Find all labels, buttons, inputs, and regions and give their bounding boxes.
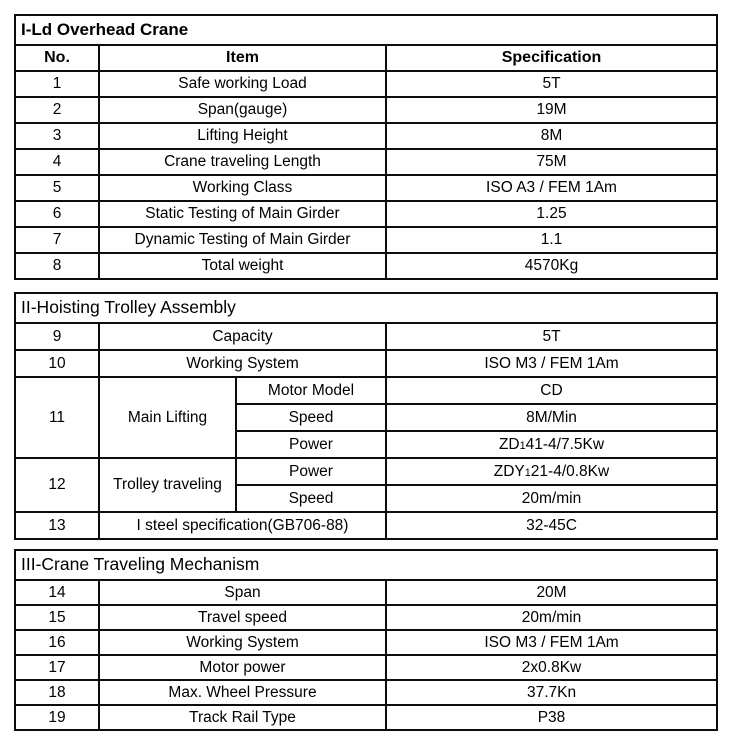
row-spec: 4570Kg xyxy=(386,253,717,279)
table-row xyxy=(15,350,717,377)
section-title-row xyxy=(15,550,717,580)
row-item: Span(gauge) xyxy=(99,97,386,123)
row-spec: CD xyxy=(386,377,717,404)
row-spec: 5T xyxy=(386,323,717,350)
row-spec: 1.25 xyxy=(386,201,717,227)
table-row xyxy=(15,123,717,149)
row-spec: 20M xyxy=(386,580,717,605)
row-no: 11 xyxy=(15,377,99,458)
row-no: 17 xyxy=(15,655,99,680)
row-item: Safe working Load xyxy=(99,71,386,97)
row-no: 12 xyxy=(15,458,99,512)
section-title: II-Hoisting Trolley Assembly xyxy=(15,293,717,323)
row-spec: 1.1 xyxy=(386,227,717,253)
row-no: 10 xyxy=(15,350,99,377)
table-row xyxy=(15,377,717,404)
section-title-row xyxy=(15,15,717,45)
row-item: Track Rail Type xyxy=(99,705,386,730)
row-item: Motor power xyxy=(99,655,386,680)
col-header-item: Item xyxy=(99,45,386,71)
table-row xyxy=(15,630,717,655)
row-no: 18 xyxy=(15,680,99,705)
row-no: 1 xyxy=(15,71,99,97)
row-subitem: Power xyxy=(236,458,386,485)
row-item: Working System xyxy=(99,630,386,655)
spec-subscript-digit: 1 xyxy=(524,466,531,479)
row-no: 14 xyxy=(15,580,99,605)
table-row xyxy=(15,512,717,539)
row-subitem: Speed xyxy=(236,404,386,431)
row-spec: 8M xyxy=(386,123,717,149)
row-no: 5 xyxy=(15,175,99,201)
row-subitem: Power xyxy=(236,431,386,458)
row-spec xyxy=(386,458,717,485)
table-row xyxy=(15,605,717,630)
row-spec xyxy=(386,431,717,458)
row-spec: 2x0.8Kw xyxy=(386,655,717,680)
row-subitem: Motor Model xyxy=(236,377,386,404)
table-row xyxy=(15,201,717,227)
section-title: III-Crane Traveling Mechanism xyxy=(15,550,717,580)
row-no: 15 xyxy=(15,605,99,630)
row-item: Lifting Height xyxy=(99,123,386,149)
column-header-row xyxy=(15,45,717,71)
row-item: Max. Wheel Pressure xyxy=(99,680,386,705)
row-item: Working Class xyxy=(99,175,386,201)
row-no: 16 xyxy=(15,630,99,655)
row-spec: ISO M3 / FEM 1Am xyxy=(386,630,717,655)
spec-text: ZDY xyxy=(493,462,525,480)
col-header-spec: Specification xyxy=(386,45,717,71)
table-row xyxy=(15,655,717,680)
row-spec: 19M xyxy=(386,97,717,123)
row-spec: 20m/min xyxy=(386,605,717,630)
table-row xyxy=(15,149,717,175)
row-spec: 37.7Kn xyxy=(386,680,717,705)
row-no: 4 xyxy=(15,149,99,175)
table-row xyxy=(15,227,717,253)
row-item: Total weight xyxy=(99,253,386,279)
row-no: 19 xyxy=(15,705,99,730)
table-row xyxy=(15,97,717,123)
row-item: Travel speed xyxy=(99,605,386,630)
row-item: Capacity xyxy=(99,323,386,350)
row-item: Working System xyxy=(99,350,386,377)
row-spec: 75M xyxy=(386,149,717,175)
row-no: 7 xyxy=(15,227,99,253)
col-header-no: No. xyxy=(15,45,99,71)
section-table-overhead-crane xyxy=(14,14,718,280)
section-table-hoisting-trolley xyxy=(14,292,718,540)
spec-text: ZD xyxy=(498,435,520,453)
row-item: Dynamic Testing of Main Girder xyxy=(99,227,386,253)
row-spec: ISO A3 / FEM 1Am xyxy=(386,175,717,201)
row-item: I steel specification(GB706-88) xyxy=(99,512,386,539)
row-item: Span xyxy=(99,580,386,605)
row-subitem: Speed xyxy=(236,485,386,512)
section-title: I-Ld Overhead Crane xyxy=(15,15,717,45)
row-group-main-lifting: Main Lifting xyxy=(99,377,236,458)
row-item: Static Testing of Main Girder xyxy=(99,201,386,227)
row-no: 9 xyxy=(15,323,99,350)
row-spec: P38 xyxy=(386,705,717,730)
table-row xyxy=(15,175,717,201)
row-no: 13 xyxy=(15,512,99,539)
table-row xyxy=(15,71,717,97)
spec-subscript-digit: 1 xyxy=(519,439,526,452)
table-row xyxy=(15,458,717,485)
row-no: 8 xyxy=(15,253,99,279)
row-item: Crane traveling Length xyxy=(99,149,386,175)
spec-text: 41-4/7.5Kw xyxy=(525,435,605,453)
row-group-trolley-traveling: Trolley traveling xyxy=(99,458,236,512)
row-spec: 32-45C xyxy=(386,512,717,539)
row-spec: 20m/min xyxy=(386,485,717,512)
spec-text: 21-4/0.8Kw xyxy=(530,462,610,480)
table-row xyxy=(15,680,717,705)
row-no: 3 xyxy=(15,123,99,149)
table-row xyxy=(15,253,717,279)
row-spec: 8M/Min xyxy=(386,404,717,431)
section-table-crane-traveling xyxy=(14,549,718,731)
table-row xyxy=(15,323,717,350)
section-title-row xyxy=(15,293,717,323)
table-row xyxy=(15,580,717,605)
row-spec: ISO M3 / FEM 1Am xyxy=(386,350,717,377)
table-row xyxy=(15,705,717,730)
row-no: 6 xyxy=(15,201,99,227)
row-no: 2 xyxy=(15,97,99,123)
row-spec: 5T xyxy=(386,71,717,97)
